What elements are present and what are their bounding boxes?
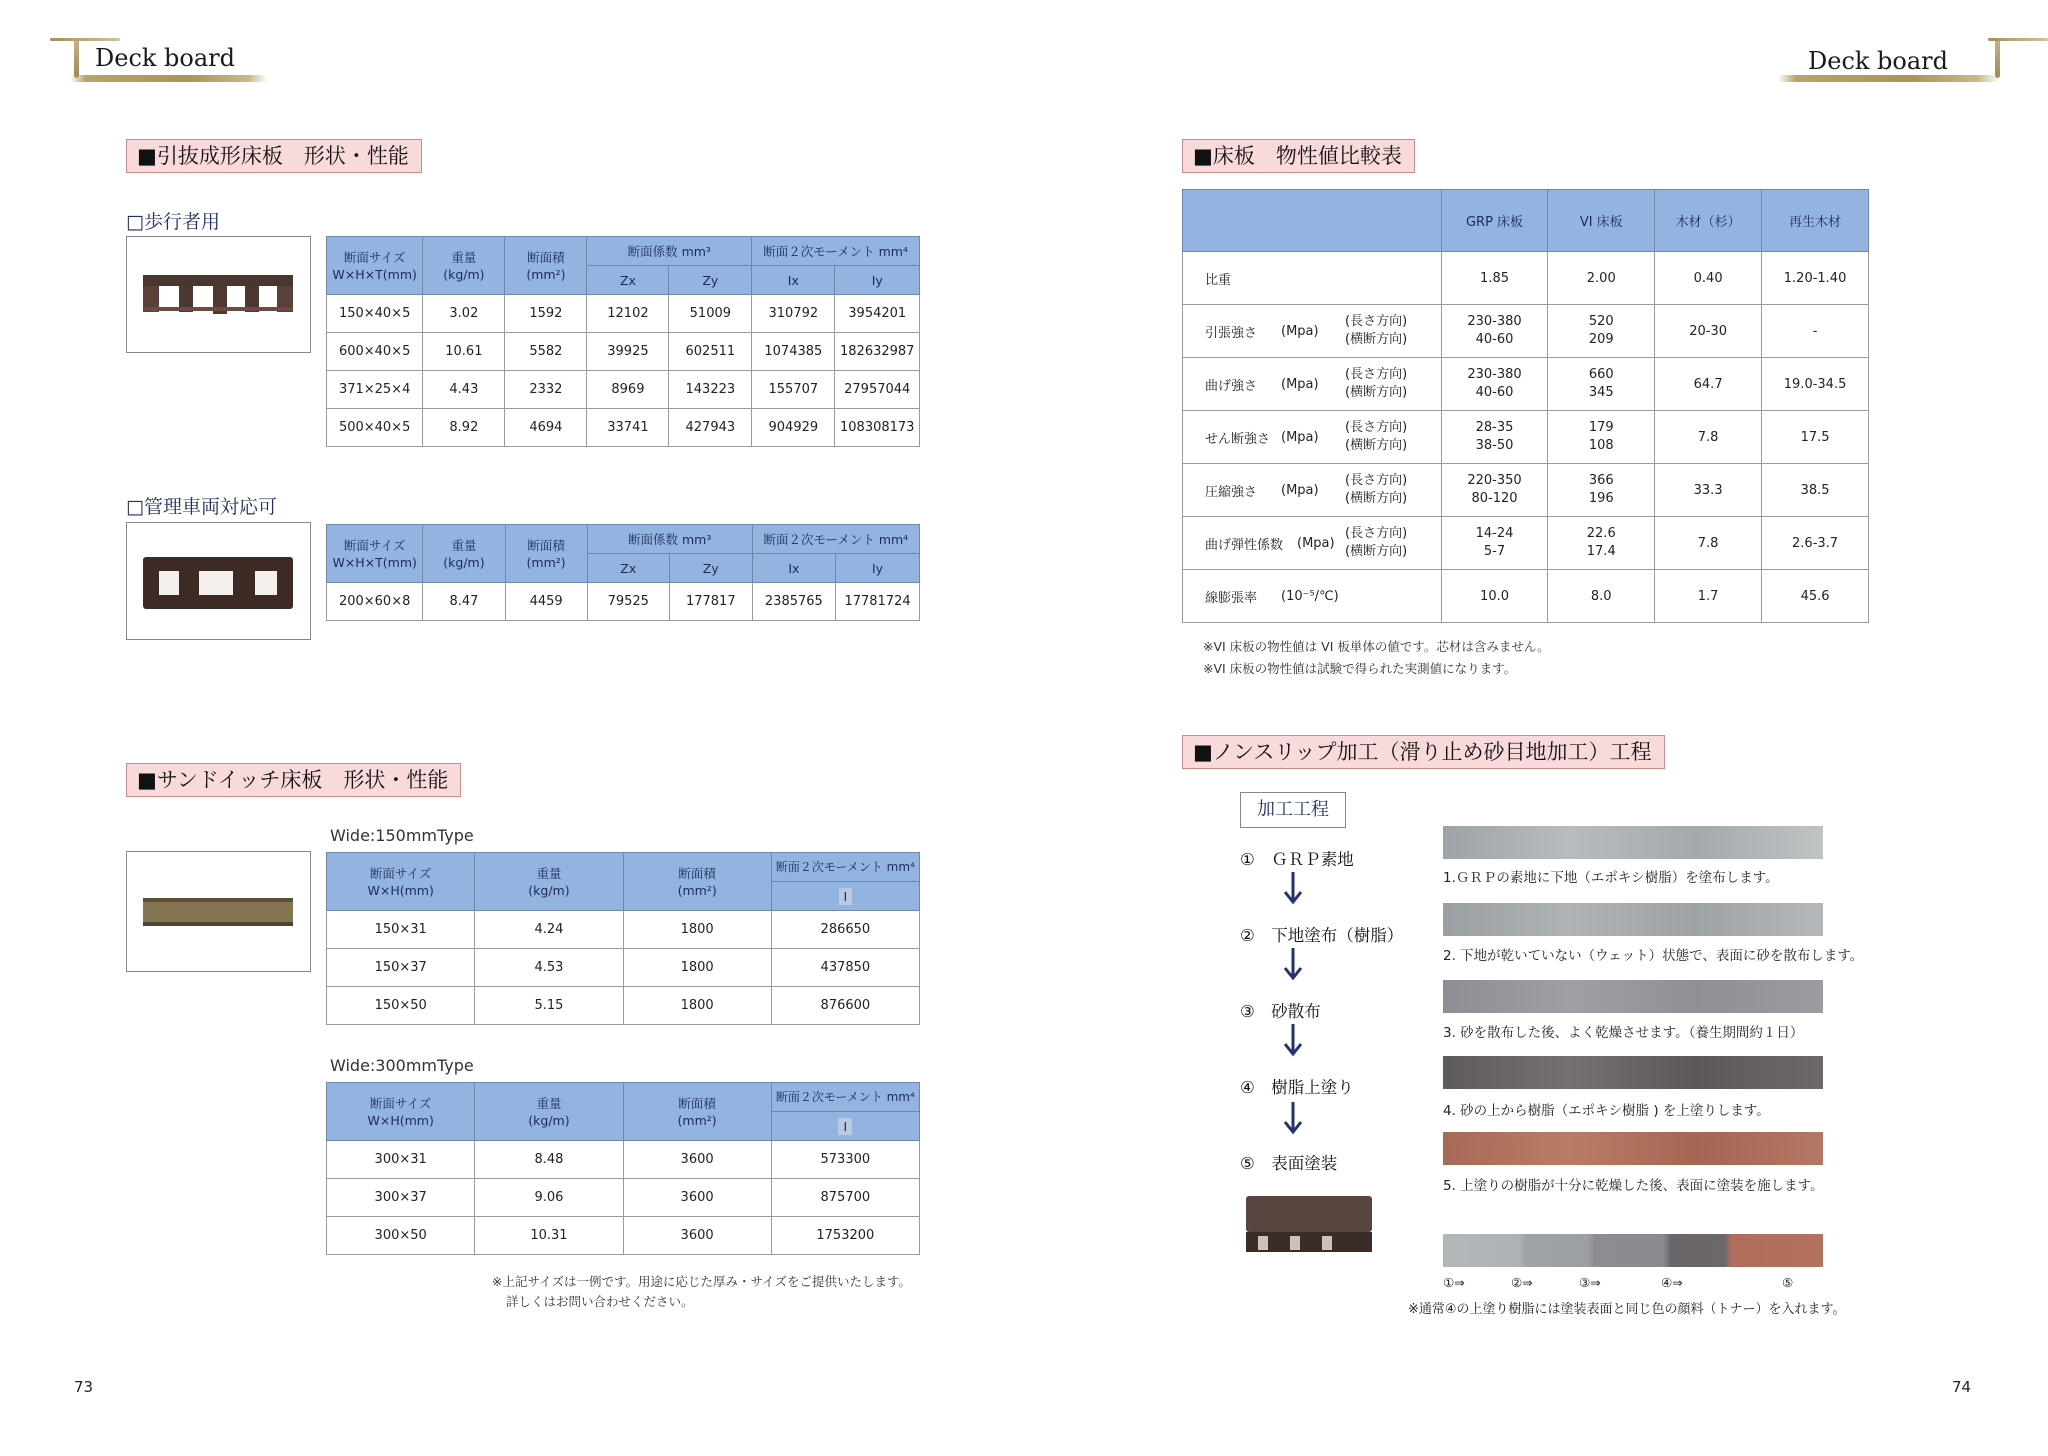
wide300-spec-table xyxy=(326,1082,920,1255)
cell: 79525 xyxy=(587,583,669,621)
cell: 602511 xyxy=(669,333,752,371)
pedestrian-spec-table xyxy=(326,236,920,447)
property-name: 引張強さ xyxy=(1205,325,1258,341)
cell: 573300 xyxy=(771,1141,919,1179)
cell: 3600 xyxy=(623,1179,771,1217)
col-size: 断面サイズ W×H×T(mm) xyxy=(327,525,423,583)
cell: 437850 xyxy=(771,949,919,987)
col-zy: Zy xyxy=(669,554,752,583)
cell: 108308173 xyxy=(835,409,920,447)
arrow-down-icon xyxy=(1279,946,1307,982)
cell: 17.5 xyxy=(1762,411,1869,464)
value-cross: 5-7 xyxy=(1483,544,1506,559)
cell xyxy=(1548,358,1655,411)
swatch-grp-base xyxy=(1443,826,1823,859)
direction-long: (長さ方向) xyxy=(1345,526,1408,541)
property-unit: (Mpa) xyxy=(1297,535,1335,551)
step-5: ⑤ 表面塗装 xyxy=(1240,1154,1338,1173)
cell: 1800 xyxy=(623,911,771,949)
col-area: 断面積 (mm²) xyxy=(505,237,587,295)
swatch-sequence xyxy=(1443,1234,1823,1267)
process-box-label: 加工工程 xyxy=(1240,792,1346,828)
table-row xyxy=(327,295,920,333)
step-4: ④ 樹脂上塗り xyxy=(1240,1078,1354,1097)
cell: 4.24 xyxy=(475,911,623,949)
property-name: 比重 xyxy=(1205,272,1232,288)
sequence-label-1: ①⇒ xyxy=(1443,1275,1465,1290)
cell: 904929 xyxy=(752,409,835,447)
col-blank xyxy=(1183,190,1442,252)
table-row xyxy=(327,911,920,949)
table-row xyxy=(327,583,920,621)
direction-cross: (横断方向) xyxy=(1345,438,1408,453)
cell: 1.20-1.40 xyxy=(1762,252,1869,305)
direction-long: (長さ方向) xyxy=(1345,367,1408,382)
table-row xyxy=(327,949,920,987)
cell: 9.06 xyxy=(475,1179,623,1217)
step-1: ① ＧＲＰ素地 xyxy=(1240,850,1354,869)
cell: 1074385 xyxy=(752,333,835,371)
property-name: 線膨張率 xyxy=(1205,590,1258,606)
value-long: 520 xyxy=(1588,314,1614,329)
row-label xyxy=(1183,252,1442,305)
col-wood: 木材（杉） xyxy=(1655,190,1762,252)
cell: 300×37 xyxy=(327,1179,475,1217)
cell: 155707 xyxy=(752,371,835,409)
property-name: せん断強さ xyxy=(1205,431,1271,447)
col-weight: 重量 (kg/m) xyxy=(423,525,505,583)
cell: 150×40×5 xyxy=(327,295,423,333)
col-section-modulus: 断面係数 mm³ xyxy=(587,525,752,554)
cell: 876600 xyxy=(771,987,919,1025)
cell: 3954201 xyxy=(835,295,920,333)
sandwich-note-2: 詳しくはお問い合わせください。 xyxy=(506,1294,694,1309)
cell: 10.0 xyxy=(1441,570,1548,623)
cell: 182632987 xyxy=(835,333,920,371)
col-i: I xyxy=(838,1118,852,1135)
cell: 150×50 xyxy=(327,987,475,1025)
header-title-right: Deck board xyxy=(1808,47,1949,75)
cell xyxy=(1548,517,1655,570)
cell xyxy=(1548,464,1655,517)
direction-cross: (横断方向) xyxy=(1345,544,1408,559)
wide300-label: Wide:300mmType xyxy=(330,1056,474,1075)
cell: 4694 xyxy=(505,409,587,447)
col-iy: Iy xyxy=(836,554,920,583)
cell: 27957044 xyxy=(835,371,920,409)
col-weight: 重量 (kg/m) xyxy=(475,1083,623,1141)
property-unit: (10⁻⁵/℃) xyxy=(1281,588,1339,604)
table-row xyxy=(327,409,920,447)
value-long: 230-380 xyxy=(1467,367,1522,382)
cell: 7.8 xyxy=(1655,411,1762,464)
cell: 1.7 xyxy=(1655,570,1762,623)
value-cross: 196 xyxy=(1588,491,1614,506)
table-row xyxy=(1183,570,1869,623)
wide150-label: Wide:150mmType xyxy=(330,826,474,845)
cell: 2385765 xyxy=(752,583,835,621)
cell xyxy=(1441,411,1548,464)
pultrusion-section-title: ■引抜成形床板 形状・性能 xyxy=(126,139,422,173)
cell: 10.31 xyxy=(475,1217,623,1255)
table-row xyxy=(327,987,920,1025)
header-title-left: Deck board xyxy=(95,44,236,72)
swatch-paint xyxy=(1443,1132,1823,1165)
cell: 4.53 xyxy=(475,949,623,987)
value-cross: 108 xyxy=(1588,438,1614,453)
cell: 33741 xyxy=(587,409,669,447)
cell xyxy=(1441,305,1548,358)
value-long: 366 xyxy=(1588,473,1614,488)
sequence-label-4: ④⇒ xyxy=(1661,1275,1683,1290)
cell: 33.3 xyxy=(1655,464,1762,517)
table-row xyxy=(1183,358,1869,411)
caption-5: 5. 上塗りの樹脂が十分に乾燥した後、表面に塗装を施します。 xyxy=(1443,1178,1824,1194)
property-name: 曲げ強さ xyxy=(1205,378,1258,394)
value-cross: 38-50 xyxy=(1475,438,1514,453)
sequence-label-2: ②⇒ xyxy=(1511,1275,1533,1290)
property-unit: (Mpa) xyxy=(1281,429,1319,445)
cell: 20-30 xyxy=(1655,305,1762,358)
step-2: ② 下地塗布（樹脂） xyxy=(1240,926,1404,945)
caption-2: 2. 下地が乾いていない（ウェット）状態で、表面に砂を散布します。 xyxy=(1443,948,1864,964)
cell: 8969 xyxy=(587,371,669,409)
cell: 12102 xyxy=(587,295,669,333)
swatch-undercoat xyxy=(1443,903,1823,936)
cell: 2.00 xyxy=(1548,252,1655,305)
cell xyxy=(1441,358,1548,411)
col-area: 断面積 (mm²) xyxy=(623,853,771,911)
table-row xyxy=(1183,464,1869,517)
direction-cross: (横断方向) xyxy=(1345,385,1408,400)
sequence-label-5: ⑤ xyxy=(1782,1275,1794,1290)
properties-comparison-table xyxy=(1182,189,1869,623)
cell: 5.15 xyxy=(475,987,623,1025)
cell: 300×50 xyxy=(327,1217,475,1255)
arrow-down-icon xyxy=(1279,870,1307,906)
arrow-down-icon xyxy=(1279,1100,1307,1136)
value-cross: 345 xyxy=(1588,385,1614,400)
row-label xyxy=(1183,358,1442,411)
cell: 427943 xyxy=(669,409,752,447)
cell: 8.0 xyxy=(1548,570,1655,623)
col-zx: Zx xyxy=(587,266,669,295)
cell: 8.47 xyxy=(423,583,505,621)
cell: 150×31 xyxy=(327,911,475,949)
caption-3: 3. 砂を散布した後、よく乾燥させます。（養生期間約１日） xyxy=(1443,1025,1804,1041)
cell: 4.43 xyxy=(423,371,505,409)
sandwich-profile-image xyxy=(127,852,310,971)
sandwich-profile-photo xyxy=(126,851,311,972)
cell: 38.5 xyxy=(1762,464,1869,517)
value-long: 179 xyxy=(1588,420,1614,435)
col-i: I xyxy=(839,888,853,905)
col-zx: Zx xyxy=(587,554,669,583)
sandwich-section-title: ■サンドイッチ床板 形状・性能 xyxy=(126,763,461,797)
col-ix: Ix xyxy=(752,266,835,295)
value-long: 28-35 xyxy=(1475,420,1514,435)
table-row xyxy=(1183,305,1869,358)
col-zy: Zy xyxy=(669,266,752,295)
cell: 143223 xyxy=(669,371,752,409)
col-section-modulus: 断面係数 mm³ xyxy=(587,237,752,266)
cell: 1753200 xyxy=(771,1217,919,1255)
wide150-spec-table xyxy=(326,852,920,1025)
col-size: 断面サイズ W×H×T(mm) xyxy=(327,237,423,295)
cell: 45.6 xyxy=(1762,570,1869,623)
vehicle-spec-table xyxy=(326,524,920,621)
value-cross: 17.4 xyxy=(1586,544,1616,559)
cell: 8.92 xyxy=(423,409,505,447)
cell: 1800 xyxy=(623,987,771,1025)
comparison-note-2: ※VI 床板の物性値は試験で得られた実測値になります。 xyxy=(1203,661,1517,676)
row-label xyxy=(1183,411,1442,464)
finished-deck-sample-image xyxy=(1244,1192,1374,1254)
cell: 3.02 xyxy=(423,295,505,333)
row-label xyxy=(1183,517,1442,570)
cell xyxy=(1441,517,1548,570)
vehicle-profile-image xyxy=(127,523,310,639)
cell xyxy=(1441,464,1548,517)
vehicle-profile-photo xyxy=(126,522,311,640)
table-row xyxy=(327,333,920,371)
col-area: 断面積 (mm²) xyxy=(623,1083,771,1141)
table-row xyxy=(1183,411,1869,464)
cell: 7.8 xyxy=(1655,517,1762,570)
cell: 5582 xyxy=(505,333,587,371)
col-moment: 断面２次モーメント mm⁴ xyxy=(771,1083,919,1112)
cell: 1592 xyxy=(505,295,587,333)
cell: 19.0-34.5 xyxy=(1762,358,1869,411)
cell: 500×40×5 xyxy=(327,409,423,447)
cell: 51009 xyxy=(669,295,752,333)
comparison-note-1: ※VI 床板の物性値は VI 板単体の値です。芯材は含みません。 xyxy=(1203,639,1550,654)
direction-cross: (横断方向) xyxy=(1345,491,1408,506)
direction-long: (長さ方向) xyxy=(1345,420,1408,435)
table-row xyxy=(327,1217,920,1255)
col-vi: VI 床板 xyxy=(1548,190,1655,252)
col-grp: GRP 床板 xyxy=(1441,190,1548,252)
cell xyxy=(1548,411,1655,464)
cell: 310792 xyxy=(752,295,835,333)
value-long: 660 xyxy=(1588,367,1614,382)
cell: 600×40×5 xyxy=(327,333,423,371)
value-cross: 80-120 xyxy=(1471,491,1518,506)
caption-1: 1.ＧＲＰの素地に下地（エポキシ樹脂）を塗布します。 xyxy=(1443,870,1779,886)
sequence-label-3: ③⇒ xyxy=(1579,1275,1601,1290)
col-size: 断面サイズ W×H(mm) xyxy=(327,1083,475,1141)
col-moment: 断面２次モーメント mm⁴ xyxy=(752,237,920,266)
table-row xyxy=(1183,252,1869,305)
cell: 8.48 xyxy=(475,1141,623,1179)
cell: 10.61 xyxy=(423,333,505,371)
col-moment: 断面２次モーメント mm⁴ xyxy=(771,853,919,882)
cell: - xyxy=(1762,305,1869,358)
property-unit: (Mpa) xyxy=(1281,376,1319,392)
col-area: 断面積 (mm²) xyxy=(505,525,587,583)
value-cross: 40-60 xyxy=(1475,332,1514,347)
col-moment: 断面２次モーメント mm⁴ xyxy=(752,525,919,554)
cell: 177817 xyxy=(669,583,752,621)
cell: 300×31 xyxy=(327,1141,475,1179)
property-unit: (Mpa) xyxy=(1281,482,1319,498)
direction-cross: (横断方向) xyxy=(1345,332,1408,347)
step-3: ③ 砂散布 xyxy=(1240,1002,1321,1021)
cell: 200×60×8 xyxy=(327,583,423,621)
pedestrian-profile-image xyxy=(127,237,310,352)
direction-long: (長さ方向) xyxy=(1345,473,1408,488)
page-number-left: 73 xyxy=(74,1378,94,1396)
cell xyxy=(1548,305,1655,358)
page-number-right: 74 xyxy=(1952,1378,1972,1396)
cell: 1.85 xyxy=(1441,252,1548,305)
cell: 1800 xyxy=(623,949,771,987)
table-row xyxy=(327,371,920,409)
cell: 2332 xyxy=(505,371,587,409)
row-label xyxy=(1183,305,1442,358)
cell: 2.6-3.7 xyxy=(1762,517,1869,570)
swatch-topcoat xyxy=(1443,1056,1823,1089)
pedestrian-heading: □歩行者用 xyxy=(126,211,220,233)
cell: 3600 xyxy=(623,1141,771,1179)
col-ix: Ix xyxy=(752,554,835,583)
comparison-section-title: ■床板 物性値比較表 xyxy=(1182,139,1415,173)
value-long: 22.6 xyxy=(1586,526,1616,541)
pedestrian-profile-photo xyxy=(126,236,311,353)
value-cross: 40-60 xyxy=(1475,385,1514,400)
property-name: 曲げ弾性係数 xyxy=(1205,537,1284,553)
col-weight: 重量 (kg/m) xyxy=(423,237,505,295)
row-label xyxy=(1183,570,1442,623)
arrow-down-icon xyxy=(1279,1022,1307,1058)
col-weight: 重量 (kg/m) xyxy=(475,853,623,911)
nonslip-footnote: ※通常④の上塗り樹脂には塗装表面と同じ色の顔料（トナー）を入れます。 xyxy=(1408,1302,1846,1317)
col-size: 断面サイズ W×H(mm) xyxy=(327,853,475,911)
cell: 875700 xyxy=(771,1179,919,1217)
swatch-sand xyxy=(1443,980,1823,1013)
sandwich-note-1: ※上記サイズは一例です。用途に応じた厚み・サイズをご提供いたします。 xyxy=(492,1274,911,1289)
cell: 0.40 xyxy=(1655,252,1762,305)
direction-long: (長さ方向) xyxy=(1345,314,1408,329)
table-row xyxy=(1183,517,1869,570)
value-long: 220-350 xyxy=(1467,473,1522,488)
value-long: 14-24 xyxy=(1475,526,1514,541)
row-label xyxy=(1183,464,1442,517)
value-cross: 209 xyxy=(1588,332,1614,347)
property-name: 圧縮強さ xyxy=(1205,484,1258,500)
value-long: 230-380 xyxy=(1467,314,1522,329)
cell: 39925 xyxy=(587,333,669,371)
col-recycled: 再生木材 xyxy=(1762,190,1869,252)
cell: 3600 xyxy=(623,1217,771,1255)
cell: 286650 xyxy=(771,911,919,949)
cell: 4459 xyxy=(505,583,587,621)
col-iy: Iy xyxy=(835,266,920,295)
caption-4: 4. 砂の上から樹脂（エポキシ樹脂 ) を上塗りします。 xyxy=(1443,1103,1770,1119)
table-row xyxy=(327,1141,920,1179)
cell: 371×25×4 xyxy=(327,371,423,409)
cell: 64.7 xyxy=(1655,358,1762,411)
property-unit: (Mpa) xyxy=(1281,323,1319,339)
nonslip-section-title: ■ノンスリップ加工（滑り止め砂目地加工）工程 xyxy=(1182,735,1665,769)
cell: 17781724 xyxy=(836,583,920,621)
cell: 150×37 xyxy=(327,949,475,987)
vehicle-heading: □管理車両対応可 xyxy=(126,496,277,518)
table-row xyxy=(327,1179,920,1217)
